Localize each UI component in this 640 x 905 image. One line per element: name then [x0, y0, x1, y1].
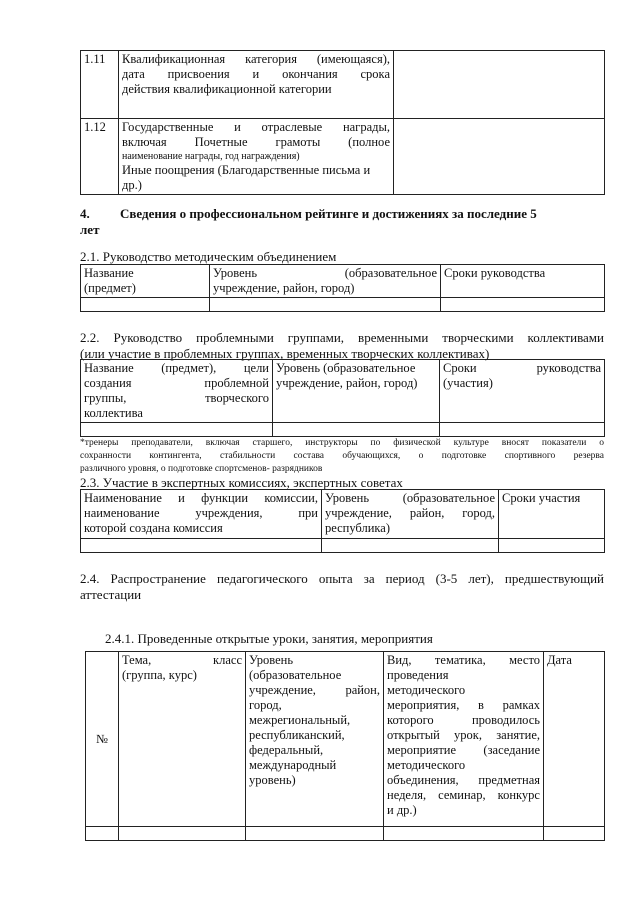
table-row: [81, 298, 605, 312]
header-level: Уровень (образовательное учреждение, район, город, межрегиональный, республиканский, федеральный, международный уровень): [246, 652, 384, 827]
table-open-lessons: [85, 651, 605, 841]
row-number: 1.12: [81, 119, 119, 195]
table-header-row: [86, 652, 605, 827]
value-cell[interactable]: [394, 119, 605, 195]
header-name: Название (предмет): [81, 265, 210, 298]
table-header-row: [81, 265, 605, 298]
table-row: [81, 119, 605, 195]
table-method-association: [80, 264, 605, 312]
cell[interactable]: [81, 423, 273, 437]
table-problem-groups: [80, 359, 605, 437]
cell[interactable]: [119, 827, 246, 841]
cell[interactable]: [499, 539, 605, 553]
header-terms: Сроки участия: [499, 490, 605, 539]
row-label: Государственные и отраслевые награды, включая Почетные грамоты (полное наименование награды, год награждения) Иные поощрения (Благодарственные письма и др.): [119, 119, 394, 195]
table-qualification: [80, 50, 605, 195]
section-2-2-title: 2.2. Руководство проблемными группами, временными творческими коллективами (или участие в проблемных группах, временных творческих коллективах): [80, 330, 604, 361]
section-2-3-title: 2.3. Участие в экспертных комиссиях, экспертных советах: [80, 475, 403, 490]
header-terms: Сроки руководства (участия): [440, 360, 605, 423]
cell[interactable]: [81, 539, 322, 553]
footnote: *тренеры преподаватели, включая старшего, инструкторы по физической культуре вносят показатели о сохранности контингента, стабильности состава обучающихся, о подготовке спортивного резерва различного уровня, о подготовке спортсменов- разрядников: [80, 438, 604, 474]
table-header-row: [81, 490, 605, 539]
header-name: Название (предмет), цели создания проблемной группы, творческого коллектива: [81, 360, 273, 423]
table-row: [81, 539, 605, 553]
row-number: 1.11: [81, 51, 119, 119]
header-terms: Сроки руководства: [441, 265, 605, 298]
header-level: Уровень (образовательное учреждение, район, город): [273, 360, 440, 423]
value-cell[interactable]: [394, 51, 605, 119]
table-row: [86, 827, 605, 841]
section-2-4-1-title: 2.4.1. Проведенные открытые уроки, занятия, мероприятия: [105, 631, 433, 646]
cell[interactable]: [81, 298, 210, 312]
header-number: №: [86, 652, 119, 827]
header-topic: Тема, класс (группа, курс): [119, 652, 246, 827]
section-2-4-title: 2.4. Распространение педагогического опыта за период (3-5 лет), предшествующий аттестации: [80, 571, 604, 602]
cell[interactable]: [440, 423, 605, 437]
cell[interactable]: [322, 539, 499, 553]
header-level: Уровень (образовательное учреждение, район, город): [210, 265, 441, 298]
section-4-heading: 4. Сведения о профессиональном рейтинге и достижениях за последние 5 лет: [80, 206, 537, 237]
header-kind: Вид, тематика, место проведения методического мероприятия, в рамках которого проводилось открытый урок, занятие, мероприятие (заседание методического объединения, предметная неделя, семинар, конкурс и др.): [384, 652, 544, 827]
table-expert-commissions: [80, 489, 605, 553]
cell[interactable]: [86, 827, 119, 841]
header-level: Уровень (образовательное учреждение, район, город, республика): [322, 490, 499, 539]
header-date: Дата: [544, 652, 605, 827]
table-row: [81, 423, 605, 437]
cell[interactable]: [210, 298, 441, 312]
section-2-1-title: 2.1. Руководство методическим объединением: [80, 249, 337, 264]
header-name: Наименование и функции комиссии, наименование учреждения, при которой создана комиссия: [81, 490, 322, 539]
row-label: Квалификационная категория (имеющаяся), дата присвоения и окончания срока действия квалификационной категории: [119, 51, 394, 119]
cell[interactable]: [441, 298, 605, 312]
table-row: [81, 51, 605, 119]
cell[interactable]: [246, 827, 384, 841]
table-header-row: [81, 360, 605, 423]
cell[interactable]: [273, 423, 440, 437]
cell[interactable]: [384, 827, 544, 841]
cell[interactable]: [544, 827, 605, 841]
